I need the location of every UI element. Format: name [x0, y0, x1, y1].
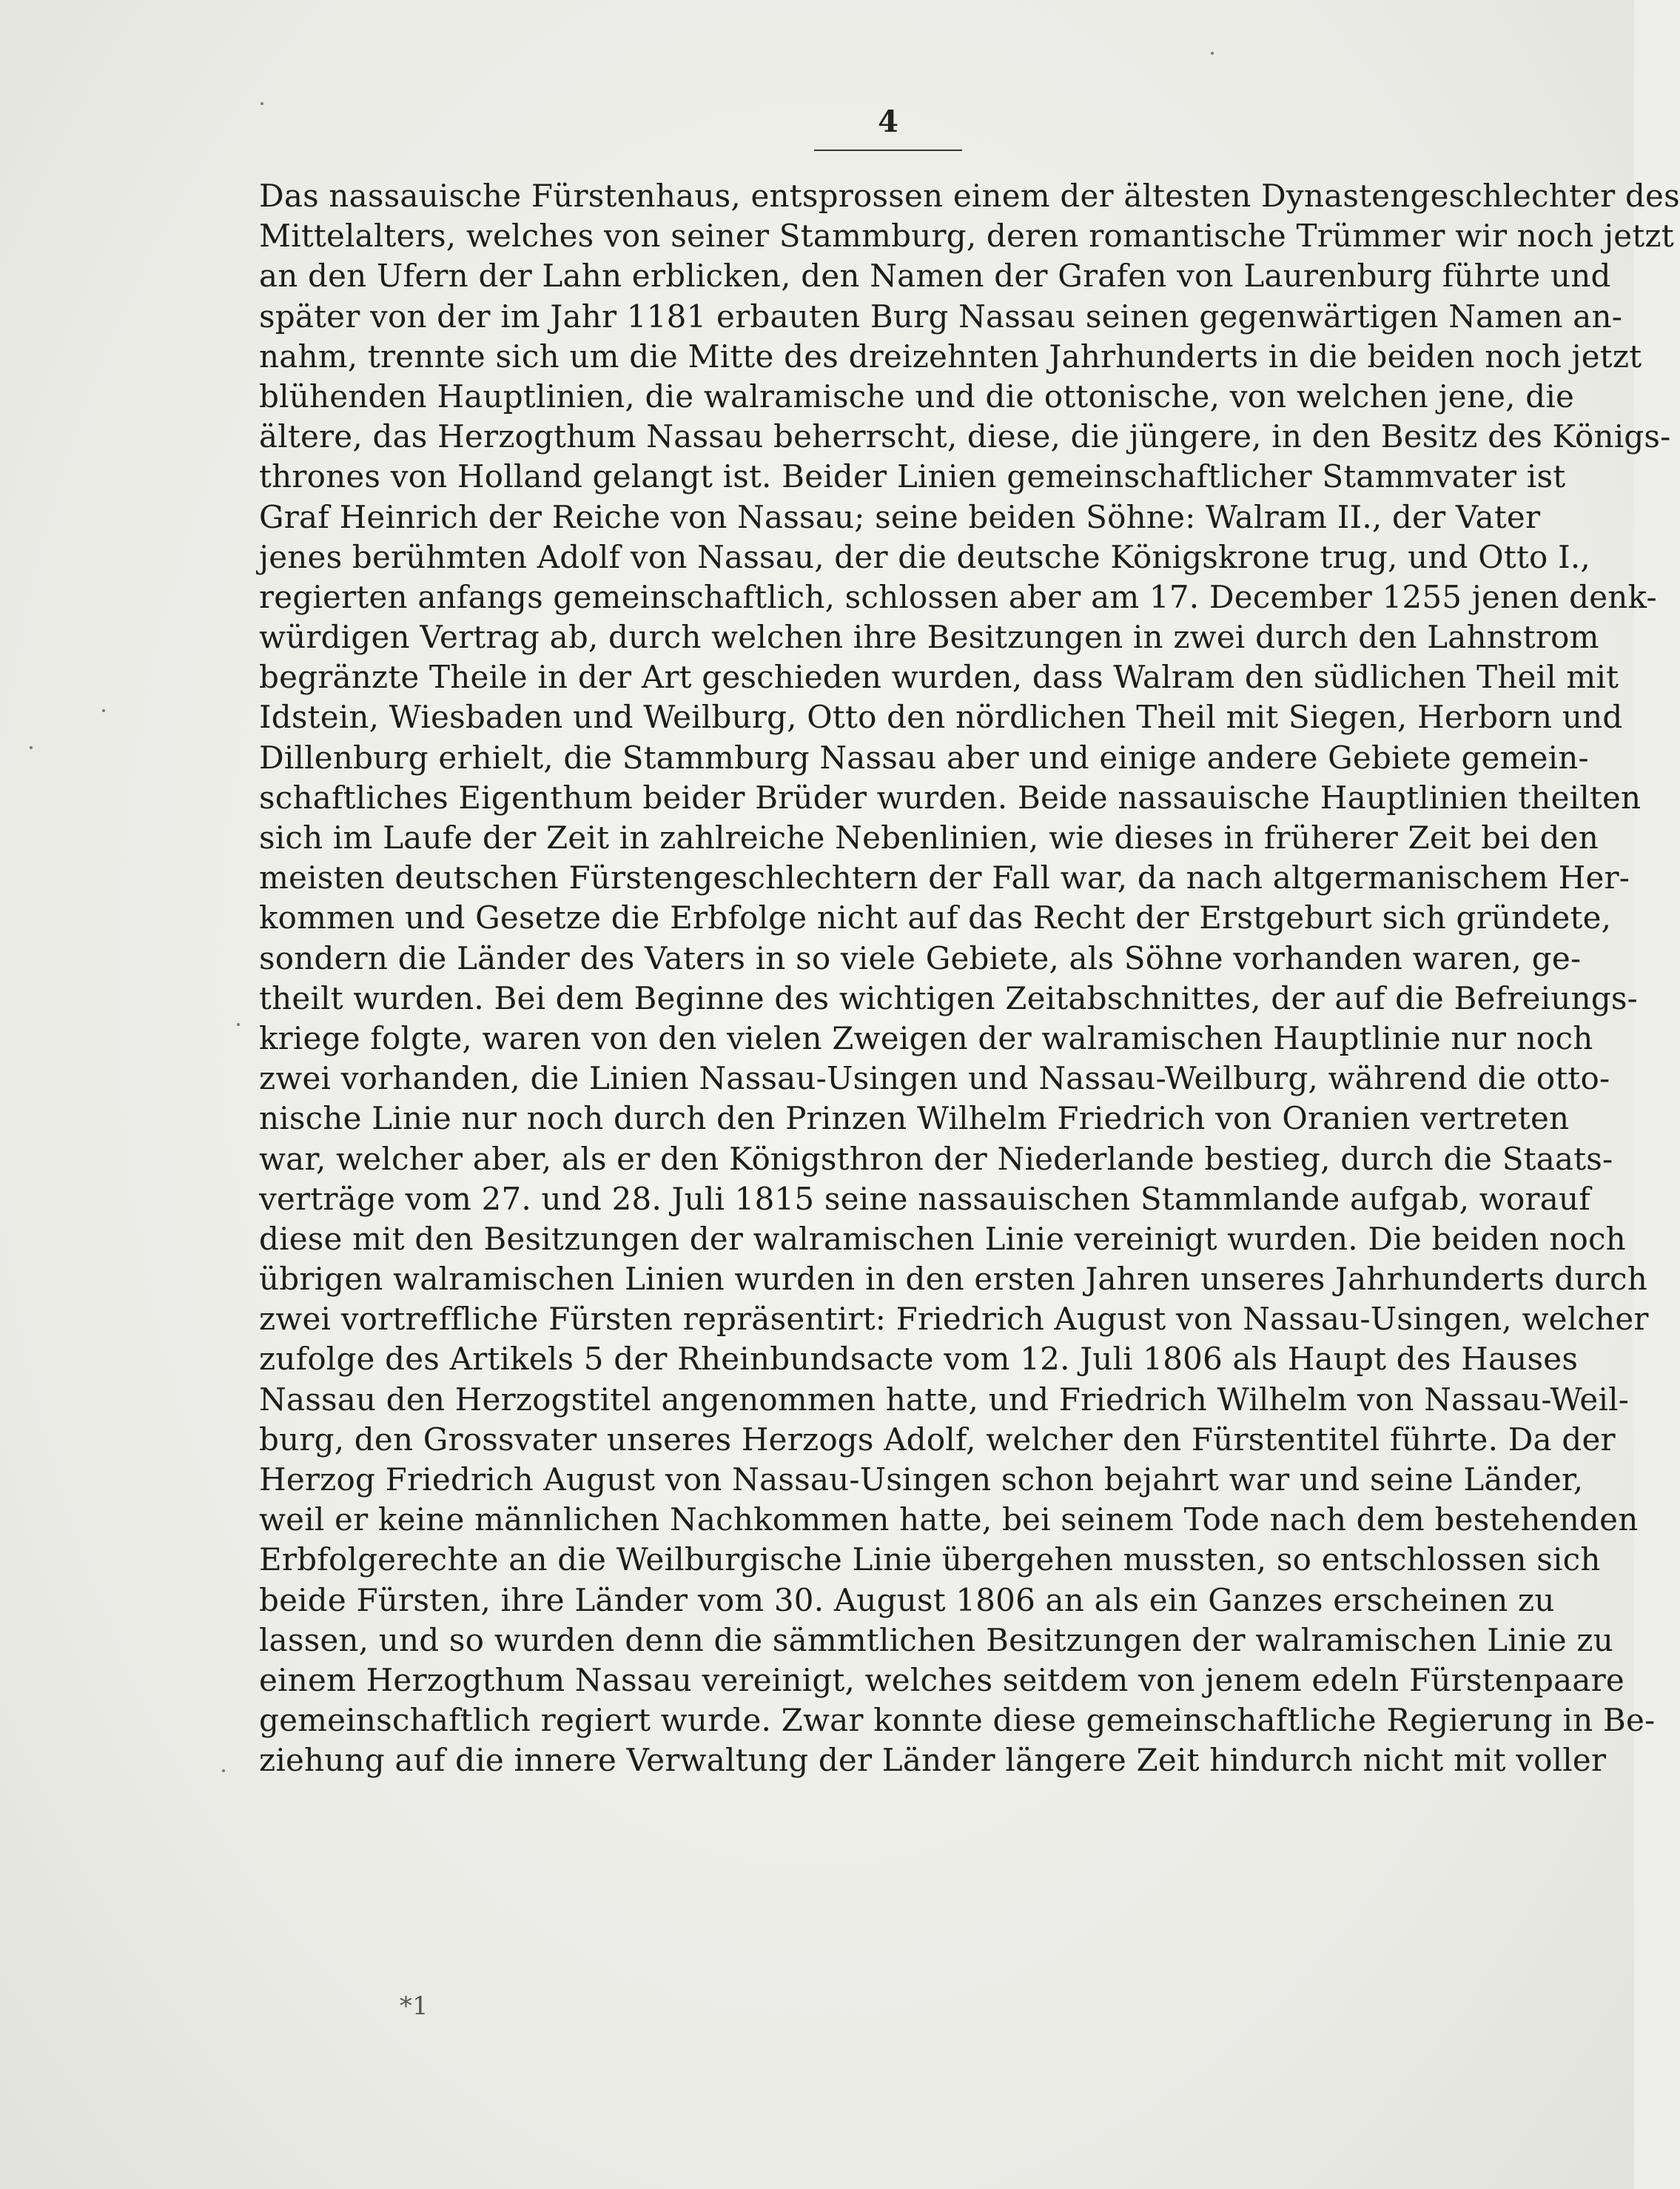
paper-speck	[1211, 52, 1214, 55]
body-text	[259, 176, 1680, 1997]
text-line: Idstein, Wiesbaden und Weilburg, Otto den nördlichen Theil mit Siegen, Herborn und	[259, 699, 1623, 736]
page-number: 4	[878, 104, 898, 139]
text-line: ziehung auf die innere Verwaltung der Länder längere Zeit hindurch nicht mit voller	[259, 1742, 1607, 1779]
text-line: Das nassauische Fürstenhaus, entsprossen einem der ältesten Dynastengeschlechter des	[259, 178, 1680, 214]
text-line: jenes berühmten Adolf von Nassau, der die deutsche Königskrone trug, und Otto I.,	[259, 538, 1590, 575]
paper-speck	[261, 102, 263, 105]
text-line: sondern die Länder des Vaters in so viele Gebiete, als Söhne vorhanden waren, ge-	[259, 939, 1582, 976]
text-line: später von der im Jahr 1181 erbauten Burg Nassau seinen gegenwärtigen Namen an-	[259, 298, 1623, 335]
paper-speck	[222, 1769, 225, 1772]
text-line: verträge vom 27. und 28. Juli 1815 seine nassauischen Stammlande aufgab, worauf	[259, 1180, 1590, 1217]
text-line: thrones von Holland gelangt ist. Beider Linien gemeinschaftlicher Stammvater ist	[259, 458, 1566, 495]
page-header	[814, 104, 962, 155]
text-line: Nassau den Herzogstitel angenommen hatte, und Friedrich Wilhelm von Nassau-Weil-	[259, 1381, 1630, 1418]
text-line: Erbfolgerechte an die Weilburgische Linie übergehen mussten, so entschlossen sich	[259, 1541, 1601, 1578]
text-line: schaftliches Eigenthum beider Brüder wurden. Beide nassauische Hauptlinien theilten	[259, 779, 1642, 816]
text-line: kommen und Gesetze die Erbfolge nicht auf das Recht der Erstgeburt sich gründete,	[259, 899, 1612, 936]
paper-speck	[237, 1023, 240, 1026]
text-line: würdigen Vertrag ab, durch welchen ihre Besitzungen in zwei durch den Lahnstrom	[259, 619, 1599, 656]
text-line: meisten deutschen Fürstengeschlechtern der Fall war, da nach altgermanischem Her-	[259, 859, 1630, 896]
text-line: theilt wurden. Bei dem Beginne des wichtigen Zeitabschnittes, der auf die Befreiungs-	[259, 979, 1639, 1016]
text-line: einem Herzogthum Nassau vereinigt, welches seitdem von jenem edeln Fürstenpaare	[259, 1661, 1624, 1698]
text-line: Mittelalters, welches von seiner Stammburg, deren romantische Trümmer wir noch jetzt	[259, 218, 1674, 255]
text-line: ältere, das Herzogthum Nassau beherrscht, diese, die jüngere, in den Besitz des Königs-	[259, 418, 1671, 455]
text-line: Herzog Friedrich August von Nassau-Usingen schon bejahrt war und seine Länder,	[259, 1461, 1584, 1498]
text-line: begränzte Theile in der Art geschieden wurden, dass Walram den südlichen Theil mit	[259, 659, 1619, 696]
text-line: sich im Laufe der Zeit in zahlreiche Nebenlinien, wie dieses in früherer Zeit bei den	[259, 819, 1599, 856]
text-line: war, welcher aber, als er den Königsthron der Niederlande bestieg, durch die Staats-	[259, 1140, 1613, 1177]
paper-speck	[30, 746, 33, 749]
text-line: gemeinschaftlich regiert wurde. Zwar konnte diese gemeinschaftliche Regierung in Be-	[259, 1702, 1656, 1739]
text-line: Graf Heinrich der Reiche von Nassau; seine beiden Söhne: Walram II., der Vater	[259, 498, 1541, 535]
text-line: nahm, trennte sich um die Mitte des dreizehnten Jahrhunderts in die beiden noch jetzt	[259, 338, 1642, 375]
text-line: beide Fürsten, ihre Länder vom 30. August 1806 an als ein Ganzes erscheinen zu	[259, 1581, 1555, 1618]
text-line: weil er keine männlichen Nachkommen hatte, bei seinem Tode nach dem bestehenden	[259, 1501, 1639, 1538]
text-line: Dillenburg erhielt, die Stammburg Nassau aber und einige andere Gebiete gemein-	[259, 739, 1589, 776]
signature-mark: *1	[400, 1991, 429, 2021]
text-line: blühenden Hauptlinien, die walramische und die ottonische, von welchen jene, die	[259, 378, 1575, 415]
text-line: zufolge des Artikels 5 der Rheinbundsacte vom 12. Juli 1806 als Haupt des Hauses	[259, 1341, 1579, 1378]
text-line: zwei vortreffliche Fürsten repräsentirt: Friedrich August von Nassau-Usingen, welcher	[259, 1301, 1649, 1338]
text-line: diese mit den Besitzungen der walramischen Linie vereinigt wurden. Die beiden noch	[259, 1220, 1626, 1257]
text-line: zwei vorhanden, die Linien Nassau-Usingen und Nassau-Weilburg, während die otto-	[259, 1060, 1610, 1097]
paper-speck	[102, 709, 105, 712]
text-line: lassen, und so wurden denn die sämmtlichen Besitzungen der walramischen Linie zu	[259, 1621, 1613, 1658]
text-line: übrigen walramischen Linien wurden in den ersten Jahren unseres Jahrhunderts durch	[259, 1261, 1647, 1298]
text-line: nische Linie nur noch durch den Prinzen Wilhelm Friedrich von Oranien vertreten	[259, 1100, 1570, 1137]
text-line: burg, den Grossvater unseres Herzogs Adolf, welcher den Fürstentitel führte. Da der	[259, 1421, 1616, 1458]
text-line: kriege folgte, waren von den vielen Zweigen der walramischen Hauptlinie nur noch	[259, 1019, 1593, 1056]
text-line: regierten anfangs gemeinschaftlich, schlossen aber am 17. December 1255 jenen denk-	[259, 578, 1657, 615]
header-rule	[814, 150, 962, 151]
text-line: an den Ufern der Lahn erblicken, den Namen der Grafen von Laurenburg führte und	[259, 258, 1611, 295]
